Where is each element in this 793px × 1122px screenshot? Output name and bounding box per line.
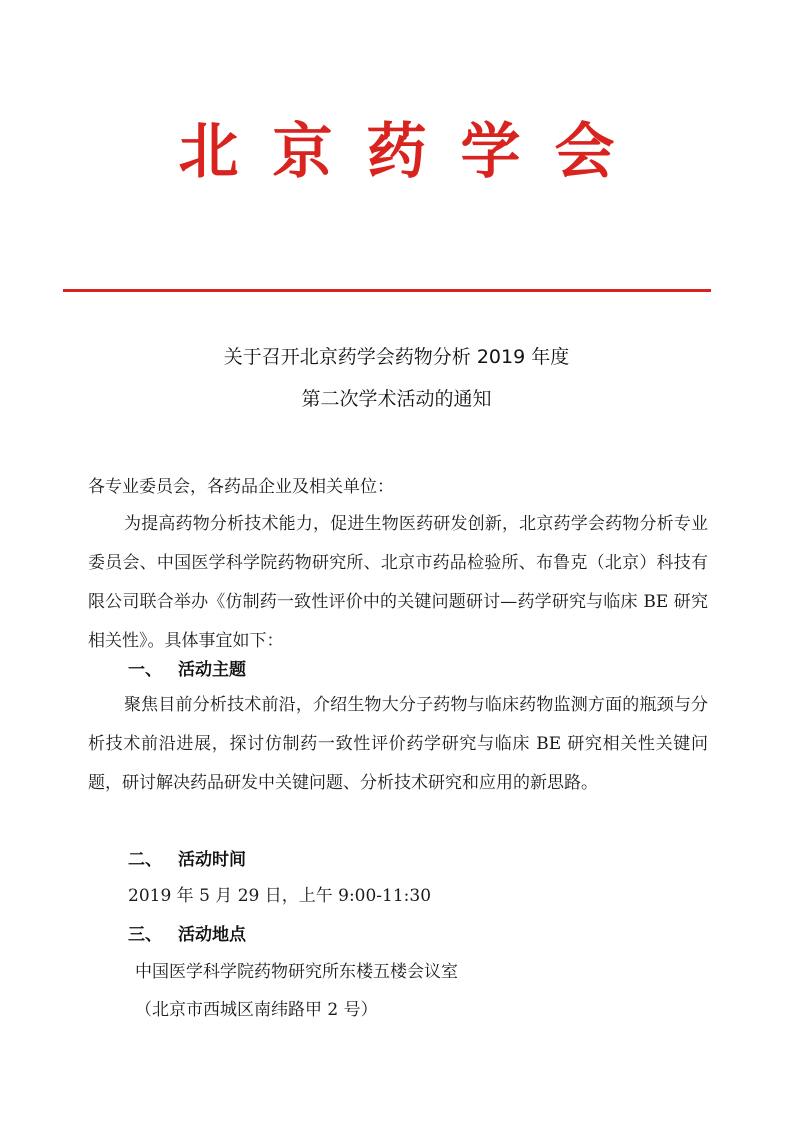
intro-paragraph: 为提高药物分析技术能力，促进生物医药研发创新，北京药学会药物分析专业委员会、中国医学科学院药物研究所、北京市药品检验所、布鲁克（北京）科技有限公司联合举办《仿制药一致性评价中的关键问题研讨—药学研究与临床 BE 研究相关性》。具体事宜如下： <box>88 514 708 651</box>
section-title: 活动主题 <box>178 660 246 680</box>
event-time: 2019 年 5 月 29 日，上午 9:00-11:30 <box>128 886 432 906</box>
salutation: 各专业委员会，各药品企业及相关单位： <box>88 477 394 497</box>
section-number: 二、 <box>128 850 162 870</box>
section-heading-theme <box>128 655 246 685</box>
section-heading-venue <box>128 920 246 950</box>
notice-title-line-1: 关于召开北京药学会药物分析 2019 年度 <box>223 346 570 368</box>
letterhead-org-name: 北京药学会 <box>178 117 649 187</box>
section-number: 一、 <box>128 660 162 680</box>
section-heading-time <box>128 845 246 875</box>
letterhead-red-rule <box>63 289 711 292</box>
theme-paragraph: 聚焦目前分析技术前沿，介绍生物大分子药物与临床药物监测方面的瓶颈与分析技术前沿进展，探讨仿制药一致性评价药学研究与临床 BE 研究相关性关键问题，研讨解决药品研发中关键问题、分析技术研究和应用的新思路。 <box>88 695 708 793</box>
section-title: 活动地点 <box>178 925 246 945</box>
section-number: 三、 <box>128 925 162 945</box>
event-address: （北京市西城区南纬路甲 2 号） <box>135 1000 378 1020</box>
notice-title-line-2: 第二次学术活动的通知 <box>301 388 492 410</box>
section-title: 活动时间 <box>178 850 246 870</box>
event-venue: 中国医学科学院药物研究所东楼五楼会议室 <box>135 962 458 982</box>
